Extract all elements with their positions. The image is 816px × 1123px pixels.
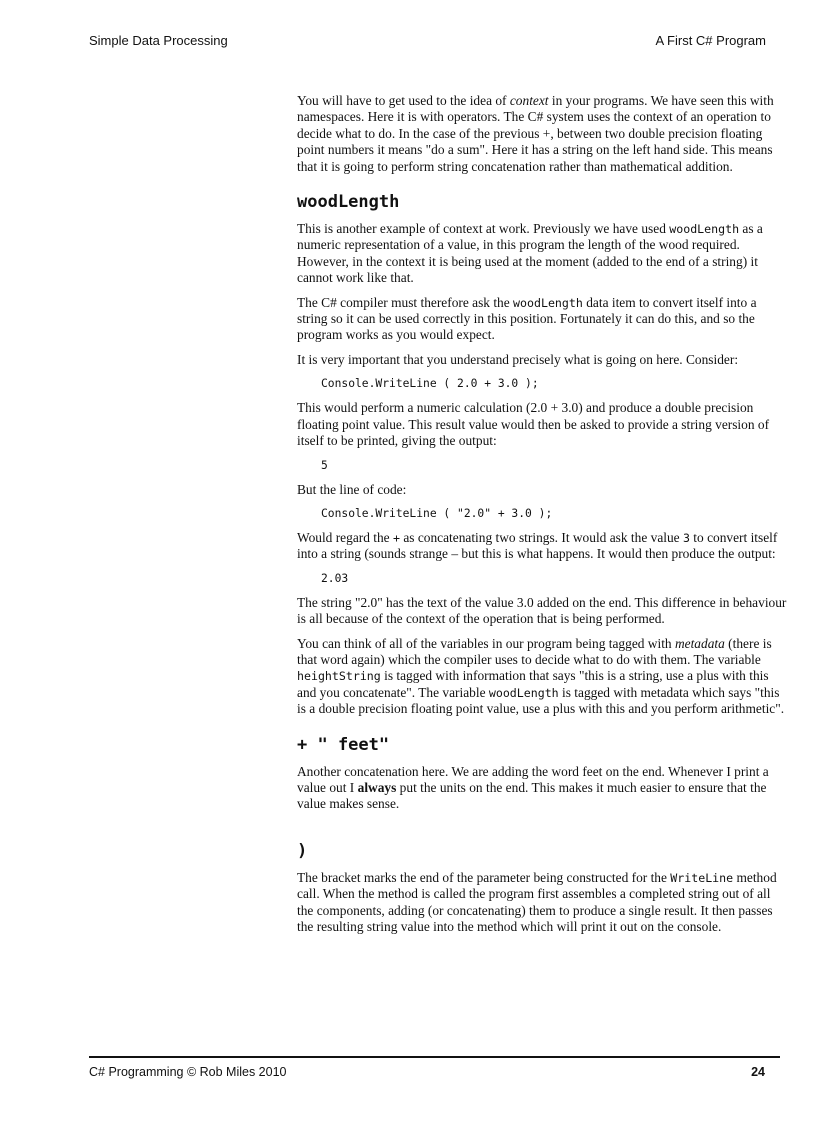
paragraph: Would regard the + as concatenating two strings. It would ask the value 3 to convert itself into a string (sounds strange – but this is what happens. It would then produce the output: <box>297 529 778 562</box>
footer-rule <box>89 1056 780 1058</box>
running-header-right: A First C# Program <box>655 33 766 48</box>
paragraph: This is another example of context at work. Previously we have used woodLength as a numeric representation of a value, in this program the length of the wood required. However, in the context it is being used at the moment (added to the end of a string) it cannot work like that. <box>297 221 763 286</box>
code-sample: Console.WriteLine ( 2.0 + 3.0 ); <box>321 377 539 391</box>
paragraph: The string "2.0" has the text of the value 3.0 added on the end. This difference in behaviour is all because of the context of the operation that is being performed. <box>297 594 787 627</box>
paragraph: Another concatenation here. We are adding the word feet on the end. Whenever I print a value out I always put the units on the end. This makes it much easier to ensure that the value makes sense. <box>297 763 769 812</box>
running-header-left: Simple Data Processing <box>89 33 228 48</box>
paragraph: But the line of code: <box>297 481 407 497</box>
code-output: 2.03 <box>321 571 349 585</box>
page-body <box>297 93 787 943</box>
heading-bracket: ) <box>297 840 308 861</box>
heading-woodlength: woodLength <box>297 192 400 213</box>
heading-feet: + " feet" <box>297 734 390 755</box>
paragraph: The C# compiler must therefore ask the woodLength data item to convert itself into a string so it can be used correctly in this position. Fortunately it can do this, and so the program works as you would expect. <box>297 294 757 343</box>
page-number: 24 <box>751 1065 765 1079</box>
footer-copyright: C# Programming © Rob Miles 2010 <box>89 1065 287 1079</box>
code-output: 5 <box>321 458 328 472</box>
paragraph: The bracket marks the end of the parameter being constructed for the WriteLine method call. When the method is called the program first assembles a completed string out of all the components, adding (or concatenating) them to produce a single result. It then passes the resulting string value into the method which will print it out on the console. <box>297 869 777 934</box>
paragraph: You can think of all of the variables in our program being tagged with metadata (there is that word again) which the compiler uses to decide what to do with them. The variable heightString is tagged with information that says "this is a string, use a plus with this and you concatenate". The variable woodLength is tagged with metadata which says "this is a double precision floating point value, use a plus with this and you perform arithmetic". <box>297 635 785 717</box>
paragraph: This would perform a numeric calculation (2.0 + 3.0) and produce a double precision floating point value. This result value would then be asked to provide a string version of itself to be printed, giving the output: <box>297 400 770 449</box>
paragraph: It is very important that you understand precisely what is going on here. Consider: <box>297 351 739 367</box>
code-sample: Console.WriteLine ( "2.0" + 3.0 ); <box>321 506 553 520</box>
intro-paragraph: You will have to get used to the idea of context in your programs. We have seen this with namespaces. Here it is with operators. The C# system uses the context of an operation to decide what to do. In the case of the previous +, between two double precision floating point numbers it means "do a sum". Here it has a string on the left hand side. This means that it is going to perform string concatenation rather than mathematical addition. <box>297 93 774 174</box>
